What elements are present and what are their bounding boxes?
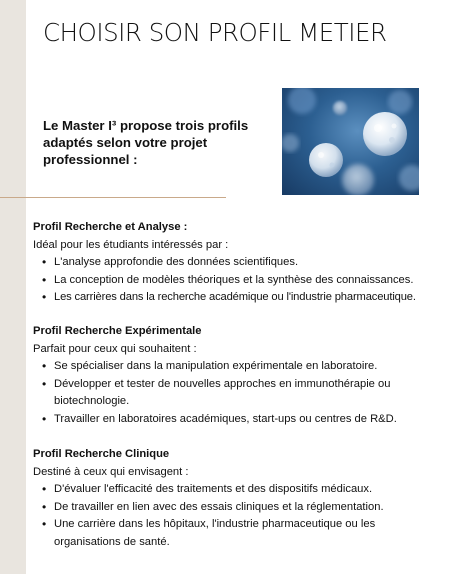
profile-section-research-analysis (33, 219, 457, 307)
section-lead: Destiné à ceux qui envisagent : (33, 465, 189, 478)
bullet-list (33, 358, 457, 428)
section-heading: Profil Recherche et Analyse : (33, 221, 188, 233)
profile-section-clinical-research (33, 446, 457, 551)
list-item: • Une carrière dans les hôpitaux, l'industrie pharmaceutique ou les organisations de santé. (54, 516, 414, 551)
list-item: • L'analyse approfondie des données scientifiques. (54, 254, 457, 272)
list-item: • De travailler en lien avec des essais cliniques et la réglementation. (54, 499, 457, 517)
section-lead: Idéal pour les étudiants intéressés par : (33, 238, 229, 251)
section-heading: Profil Recherche Expérimentale (33, 325, 202, 337)
list-item: • Développer et tester de nouvelles approches en immunothérapie ou biotechnologie. (54, 376, 424, 411)
section-divider (0, 197, 226, 198)
left-accent-bar (0, 0, 26, 574)
bullet-list (33, 254, 457, 307)
profile-section-experimental-research (33, 323, 457, 428)
page-title: CHOISIR SON PROFIL METIER (43, 18, 387, 47)
cells-image (282, 88, 419, 195)
list-item: • D'évaluer l'efficacité des traitements et des dispositifs médicaux. (54, 481, 457, 499)
section-heading: Profil Recherche Clinique (33, 448, 170, 460)
list-item: • Se spécialiser dans la manipulation expérimentale en laboratoire. (54, 358, 457, 376)
intro-text: Le Master I³ propose trois profils adaptés selon votre projet professionnel : (43, 118, 249, 167)
section-lead: Parfait pour ceux qui souhaitent : (33, 342, 197, 355)
cells-illustration (282, 88, 419, 195)
list-item: • Travailler en laboratoires académiques, start-ups ou centres de R&D. (54, 411, 457, 429)
list-item: • La conception de modèles théoriques et la synthèse des connaissances. (54, 272, 457, 290)
bullet-list (33, 481, 457, 551)
list-item: • Les carrières dans la recherche académique ou l'industrie pharmaceutique. (54, 289, 457, 307)
